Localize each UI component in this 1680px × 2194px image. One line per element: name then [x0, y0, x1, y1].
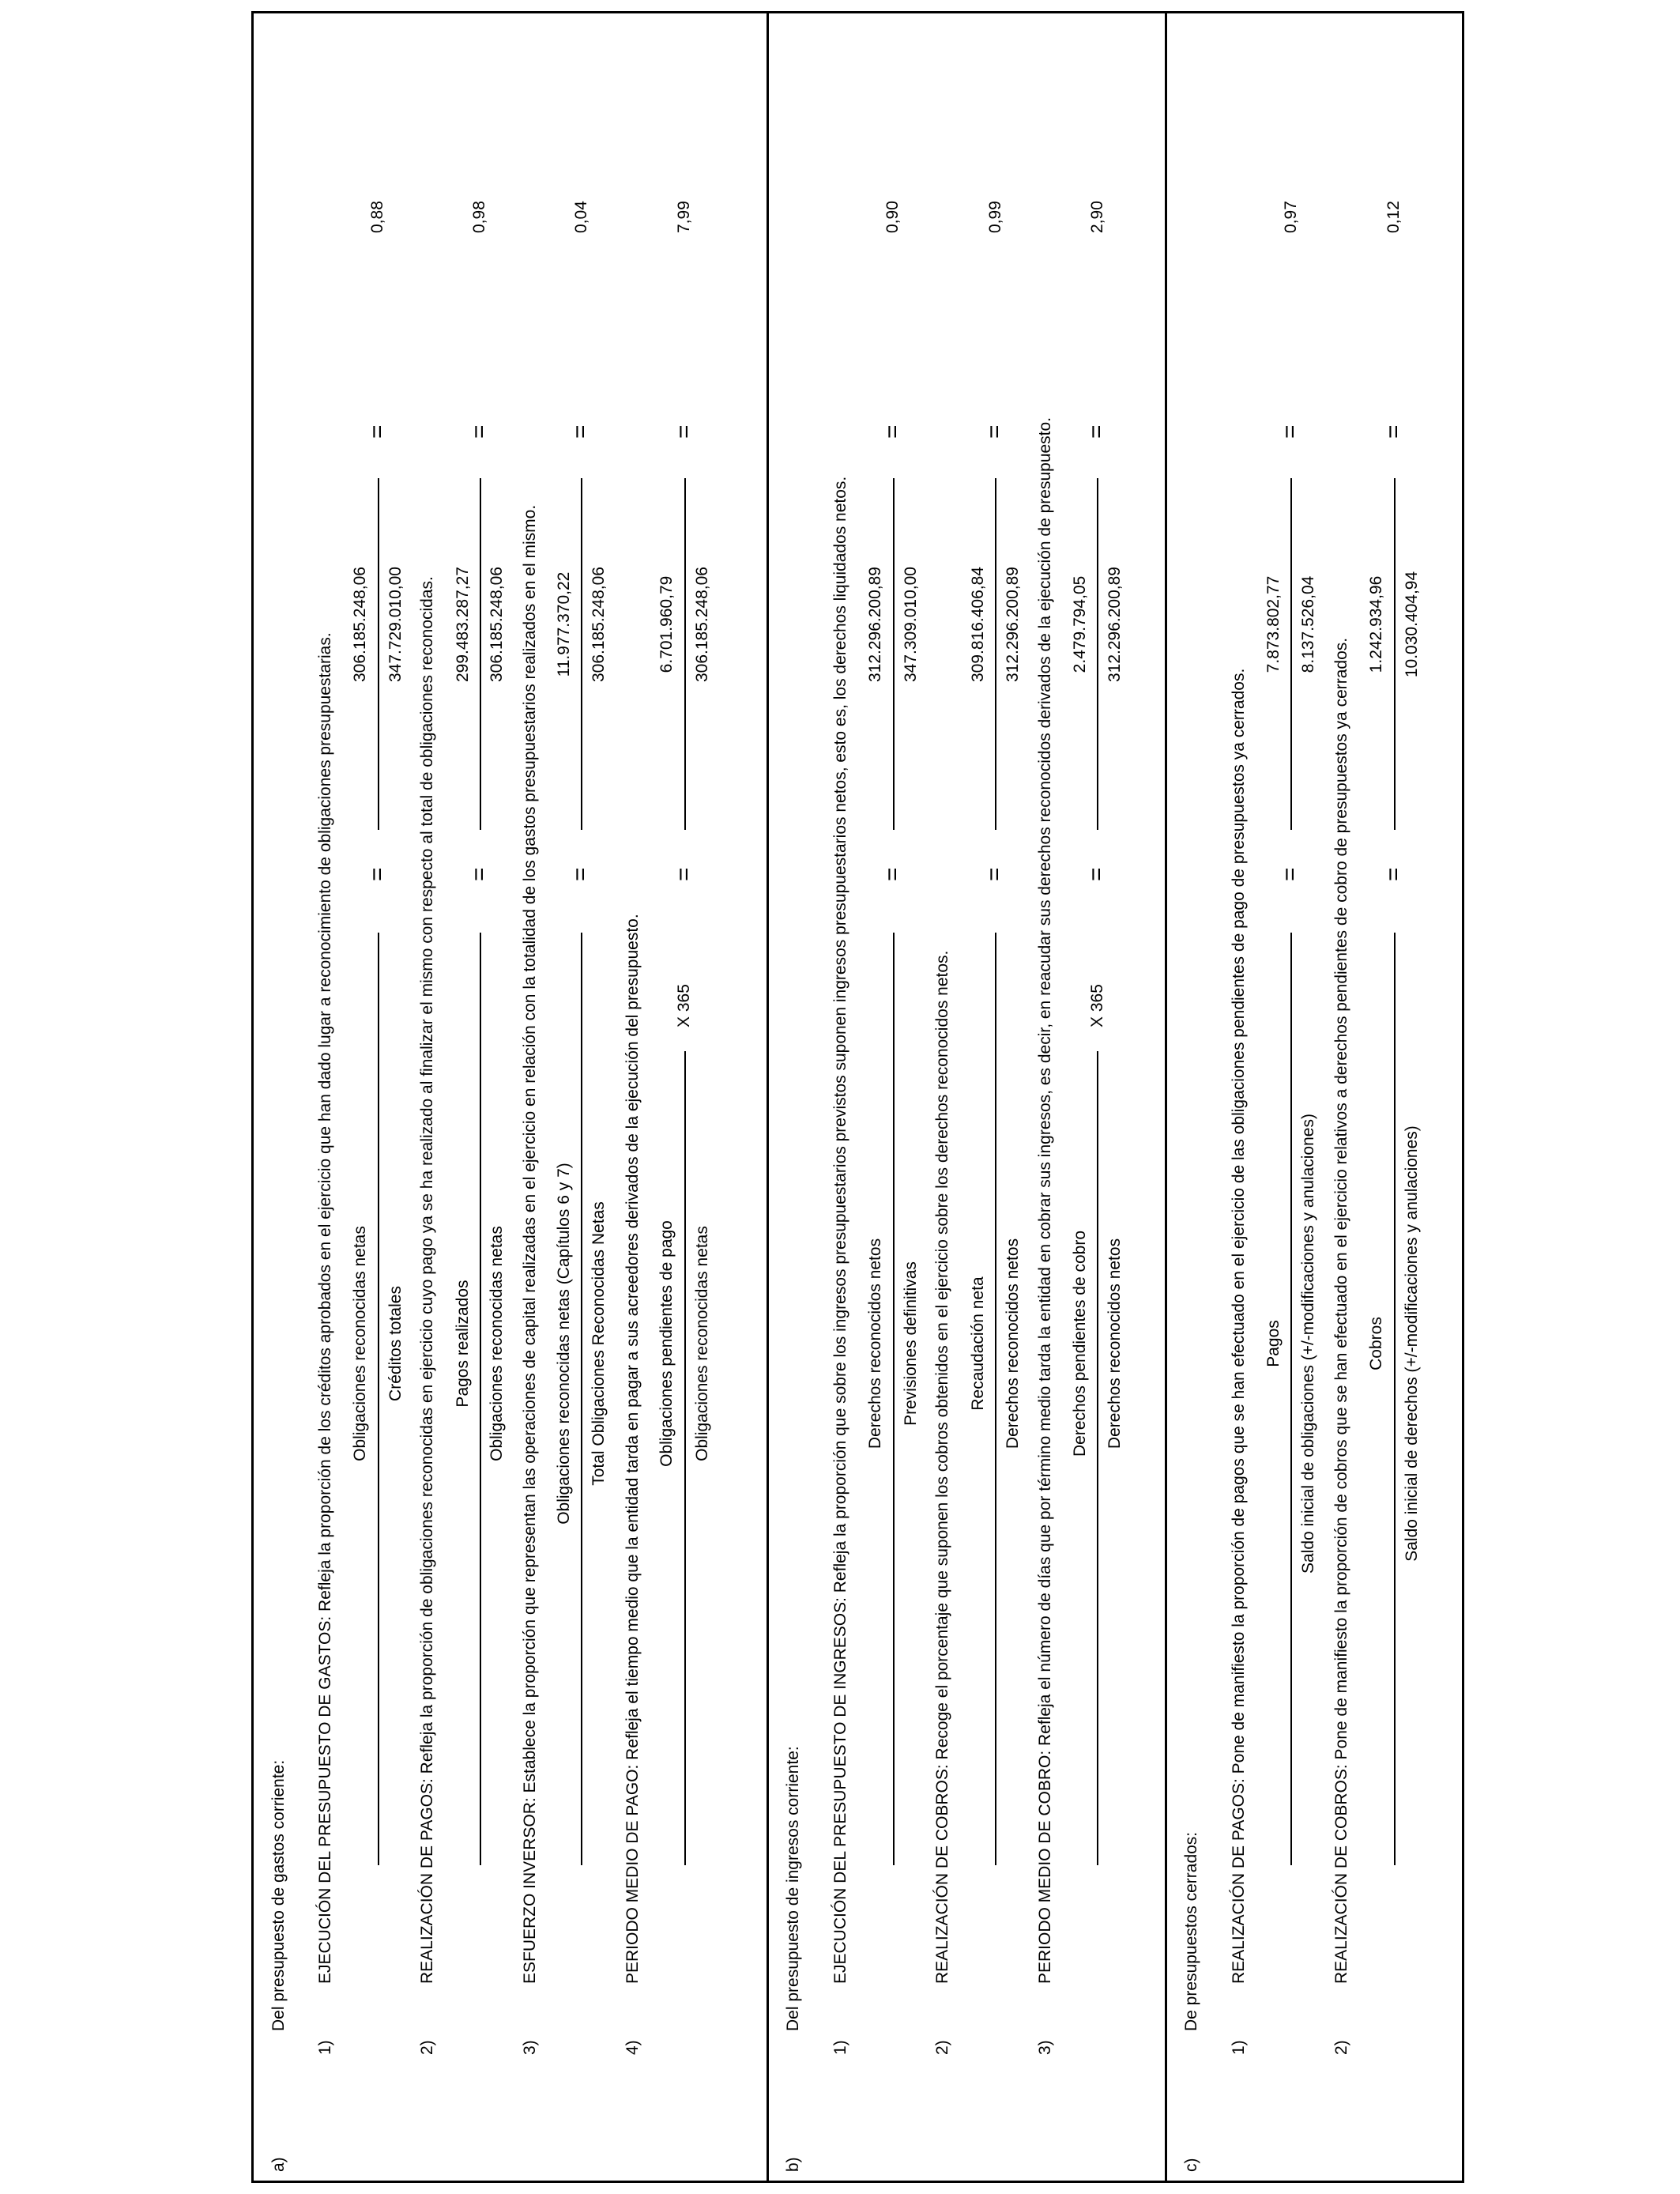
- formula-fraction-line: [1290, 933, 1292, 1865]
- numerator-label: Cobros: [1366, 1317, 1385, 1370]
- denominator-value: 306.185.248,06: [692, 567, 711, 682]
- numerator-value: 309.816.406,84: [968, 567, 987, 682]
- numerator-label: Obligaciones pendientes de pago: [657, 1220, 676, 1467]
- denominator-value: 10.030.404,94: [1402, 571, 1421, 678]
- denominator-label: Obligaciones reconocidas netas: [487, 1226, 506, 1461]
- item-number: 1): [1229, 2040, 1248, 2055]
- denominator-value: 306.185.248,06: [487, 567, 506, 682]
- result-value: 0,12: [1384, 201, 1403, 233]
- section-letter: a): [269, 2157, 288, 2172]
- denominator-label: Total Obligaciones Reconocidas Netas: [589, 1201, 608, 1486]
- item-number: 4): [623, 2040, 642, 2055]
- denominator-label: Derechos reconocidos netos: [1003, 1238, 1022, 1449]
- result-value: 0,88: [368, 201, 386, 233]
- equals-sign: =: [1277, 424, 1303, 439]
- equals-sign: =: [567, 867, 593, 881]
- denominator-label: Créditos totales: [386, 1286, 405, 1401]
- numerator-value: 11.977.370,22: [554, 571, 573, 677]
- item-number: 2): [932, 2040, 951, 2055]
- numerator-value: 299.483.287,27: [453, 567, 472, 682]
- item-title: PERIODO MEDIO DE PAGO: Refleja el tiempo medio que la entidad tarda en pagar a sus acreedores derivados de la ejecución del presupuesto.: [623, 914, 642, 1984]
- item-title: REALIZACIÓN DE COBROS: Recoge el porcentaje que suponen los cobros obtenidos en el ejercicio sobre los derechos reconocidos netos.: [932, 950, 951, 1984]
- numerator-label: Obligaciones reconocidas netas: [350, 1226, 369, 1461]
- equals-sign: =: [670, 867, 697, 881]
- result-value: 0,04: [571, 201, 590, 233]
- item-number: 1): [315, 2040, 334, 2055]
- numerator-label: Derechos reconocidos netos: [865, 1238, 884, 1449]
- item-title: PERIODO MEDIO DE COBRO: Refleja el número de días que por término medio tarda la entidad en cobrar sus ingresos, es decir, en reacudar sus derechos reconocidos derivados de la ejecución de presupuesto.: [1035, 417, 1054, 1984]
- denominator-value: 8.137.526,04: [1298, 575, 1317, 673]
- result-value: 0,98: [470, 201, 488, 233]
- denominator-value: 306.185.248,06: [589, 567, 608, 682]
- numerator-label: Pagos realizados: [453, 1280, 472, 1408]
- equals-sign: =: [879, 424, 906, 439]
- equals-sign: =: [363, 867, 390, 881]
- equals-sign: =: [1083, 424, 1109, 439]
- numerator-label: Derechos pendientes de cobro: [1070, 1230, 1089, 1457]
- result-value: 0,90: [883, 201, 902, 233]
- section-divider: [1165, 11, 1167, 2183]
- equals-sign: =: [981, 424, 1008, 439]
- value-fraction-line: [684, 478, 686, 830]
- denominator-value: 347.729.010,00: [386, 567, 405, 682]
- value-fraction-line: [893, 478, 895, 830]
- denominator-label: Previsiones definitivas: [901, 1261, 920, 1426]
- item-title: ESFUERZO INVERSOR: Establece la proporción que representan las operaciones de capital realizadas en el ejercicio en relación con la totalidad de los gastos presupuestarios realizados en el mismo.: [520, 504, 539, 1984]
- item-number: 2): [417, 2040, 436, 2055]
- multiplier: X 365: [1087, 984, 1106, 1027]
- section-letter: c): [1181, 2158, 1200, 2172]
- item-number: 2): [1332, 2040, 1350, 2055]
- item-title: REALIZACIÓN DE COBROS: Pone de manifiesto la proporción de cobros que se han efectuado en el ejercicio relativos a derechos pendientes de cobro de presupuestos ya cerrados.: [1332, 637, 1350, 1984]
- value-fraction-line: [378, 478, 379, 830]
- section-letter: b): [783, 2157, 802, 2172]
- item-number: 3): [1035, 2040, 1054, 2055]
- denominator-label: Derechos reconocidos netos: [1105, 1238, 1124, 1449]
- item-title: EJECUCIÓN DEL PRESUPUESTO DE GASTOS: Refleja la proporción de los créditos aprobados en el ejercicio que han dado lugar a reconocimiento de obligaciones presupuestarias.: [315, 632, 334, 1984]
- formula-fraction-line: [1394, 933, 1396, 1865]
- section-title: Del presupuesto de gastos corriente:: [269, 1759, 288, 2031]
- numerator-value: 312.296.200,89: [865, 567, 884, 682]
- section-title: De presupuestos cerrados:: [1181, 1831, 1200, 2031]
- equals-sign: =: [1277, 867, 1303, 881]
- item-number: 3): [520, 2040, 539, 2055]
- item-title: REALIZACIÓN DE PAGOS: Refleja la proporción de obligaciones reconocidas en ejercicio cuyo pago ya se ha realizado al finalizar el mismo con respecto al total de obligaciones reconocidas.: [417, 576, 436, 1984]
- multiplier: X 365: [675, 984, 693, 1027]
- value-fraction-line: [995, 478, 996, 830]
- equals-sign: =: [879, 867, 906, 881]
- numerator-label: Obligaciones reconocidas netas (Capítulos 6 y 7): [554, 1163, 573, 1525]
- denominator-label: Saldo inicial de derechos (+/-modificaciones y anulaciones): [1402, 1125, 1421, 1562]
- denominator-value: 312.296.200,89: [1105, 567, 1124, 682]
- item-title: REALIZACIÓN DE PAGOS: Pone de manifiesto la proporción de pagos que se han efectuado en el ejercicio de las obligaciones pendientes de pago de presupuestos ya cerrados.: [1229, 668, 1248, 1984]
- section-divider: [767, 11, 769, 2183]
- formula-fraction-line: [480, 933, 481, 1865]
- equals-sign: =: [1083, 867, 1109, 881]
- equals-sign: =: [1380, 424, 1407, 439]
- result-value: 2,90: [1087, 201, 1106, 233]
- equals-sign: =: [981, 867, 1008, 881]
- section-title: Del presupuesto de ingresos corriente:: [783, 1746, 802, 2031]
- denominator-label: Saldo inicial de obligaciones (+/-modificaciones y anulaciones): [1298, 1114, 1317, 1574]
- formula-fraction-line: [893, 933, 895, 1865]
- equals-sign: =: [363, 424, 390, 439]
- equals-sign: =: [670, 424, 697, 439]
- value-fraction-line: [480, 478, 481, 830]
- formula-fraction-line: [684, 1051, 686, 1865]
- formula-fraction-line: [378, 933, 379, 1865]
- numerator-value: 306.185.248,06: [350, 567, 369, 682]
- denominator-label: Obligaciones reconocidas netas: [692, 1226, 711, 1461]
- numerator-value: 2.479.794,05: [1070, 575, 1089, 673]
- result-value: 7,99: [675, 201, 693, 233]
- denominator-value: 347.309.010,00: [901, 567, 920, 682]
- formula-fraction-line: [581, 933, 582, 1865]
- denominator-value: 312.296.200,89: [1003, 567, 1022, 682]
- formula-fraction-line: [1097, 1051, 1098, 1865]
- value-fraction-line: [1394, 478, 1396, 830]
- item-title: EJECUCIÓN DEL PRESUPUESTO DE INGRESOS: Refleja la proporción que sobre los ingresos presupuestarios previstos suponen ingresos presupuestarios netos, esto es, los derechos liquidados netos.: [831, 476, 849, 1984]
- result-value: 0,97: [1281, 201, 1300, 233]
- value-fraction-line: [1290, 478, 1292, 830]
- item-number: 1): [831, 2040, 849, 2055]
- result-value: 0,99: [985, 201, 1004, 233]
- numerator-value: 7.873.802,77: [1264, 575, 1283, 673]
- equals-sign: =: [567, 424, 593, 439]
- numerator-label: Pagos: [1264, 1320, 1283, 1367]
- equals-sign: =: [1380, 867, 1407, 881]
- numerator-value: 1.242.934,96: [1366, 575, 1385, 673]
- numerator-label: Recaudación neta: [968, 1276, 987, 1411]
- value-fraction-line: [581, 478, 582, 830]
- equals-sign: =: [465, 867, 492, 881]
- formula-fraction-line: [995, 933, 996, 1865]
- equals-sign: =: [465, 424, 492, 439]
- value-fraction-line: [1097, 478, 1098, 830]
- numerator-value: 6.701.960,79: [657, 575, 676, 673]
